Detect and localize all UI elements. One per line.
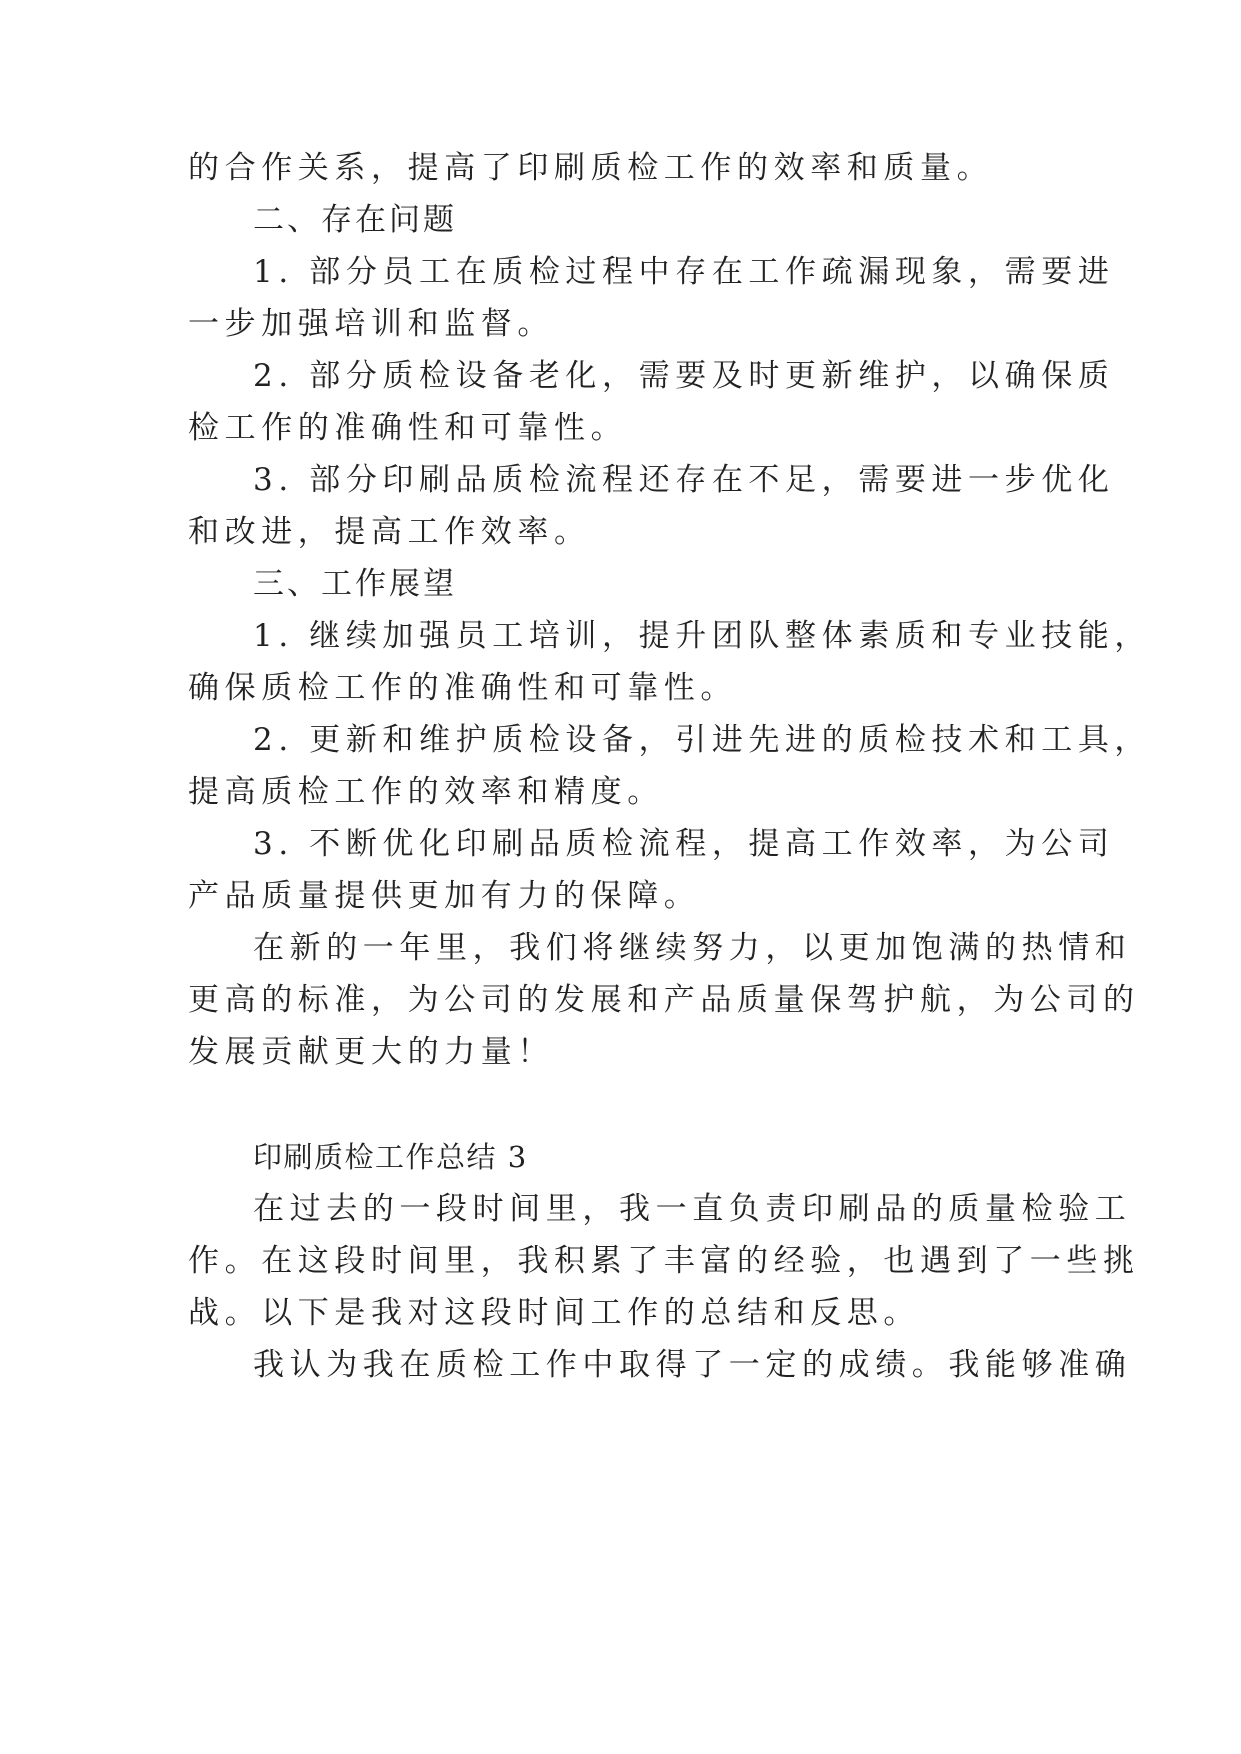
closing-paragraph-line2: 更高的标准，为公司的发展和产品质量保驾护航，为公司的	[188, 982, 1140, 1018]
paragraph-continuation: 的合作关系，提高了印刷质检工作的效率和质量。	[188, 150, 994, 186]
closing-paragraph-line1: 在新的一年里，我们将继续努力，以更加饱满的热情和	[253, 930, 1132, 966]
outlook-item-1-line2: 确保质检工作的准确性和可靠性。	[188, 670, 737, 706]
summary-paragraph2-line1: 我认为我在质检工作中取得了一定的成绩。我能够准确	[253, 1347, 1132, 1383]
problem-item-3-line2: 和改进，提高工作效率。	[188, 514, 591, 550]
outlook-item-2-line1: 2. 更新和维护质检设备，引进先进的质检技术和工具，	[253, 722, 1152, 758]
summary-paragraph1-line3: 战。以下是我对这段时间工作的总结和反思。	[188, 1295, 920, 1331]
section-heading-problems: 二、存在问题	[253, 202, 457, 238]
section-title-summary-3: 印刷质检工作总结 3	[253, 1140, 528, 1174]
outlook-item-2-line2: 提高质检工作的效率和精度。	[188, 774, 664, 810]
summary-paragraph1-line1: 在过去的一段时间里，我一直负责印刷品的质量检验工	[253, 1191, 1132, 1227]
section-heading-outlook: 三、工作展望	[253, 566, 457, 602]
summary-paragraph1-line2: 作。在这段时间里，我积累了丰富的经验，也遇到了一些挑	[188, 1243, 1140, 1279]
outlook-item-3-line2: 产品质量提供更加有力的保障。	[188, 878, 701, 914]
problem-item-1-line2: 一步加强培训和监督。	[188, 306, 554, 342]
problem-item-3-line1: 3. 部分印刷品质检流程还存在不足，需要进一步优化	[253, 462, 1115, 498]
closing-paragraph-line3: 发展贡献更大的力量！	[188, 1034, 554, 1070]
problem-item-2-line2: 检工作的准确性和可靠性。	[188, 410, 628, 446]
problem-item-1-line1: 1. 部分员工在质检过程中存在工作疏漏现象，需要进	[253, 254, 1115, 290]
outlook-item-1-line1: 1. 继续加强员工培训，提升团队整体素质和专业技能，	[253, 618, 1152, 654]
outlook-item-3-line1: 3. 不断优化印刷品质检流程，提高工作效率，为公司	[253, 826, 1115, 862]
problem-item-2-line1: 2. 部分质检设备老化，需要及时更新维护，以确保质	[253, 358, 1115, 394]
